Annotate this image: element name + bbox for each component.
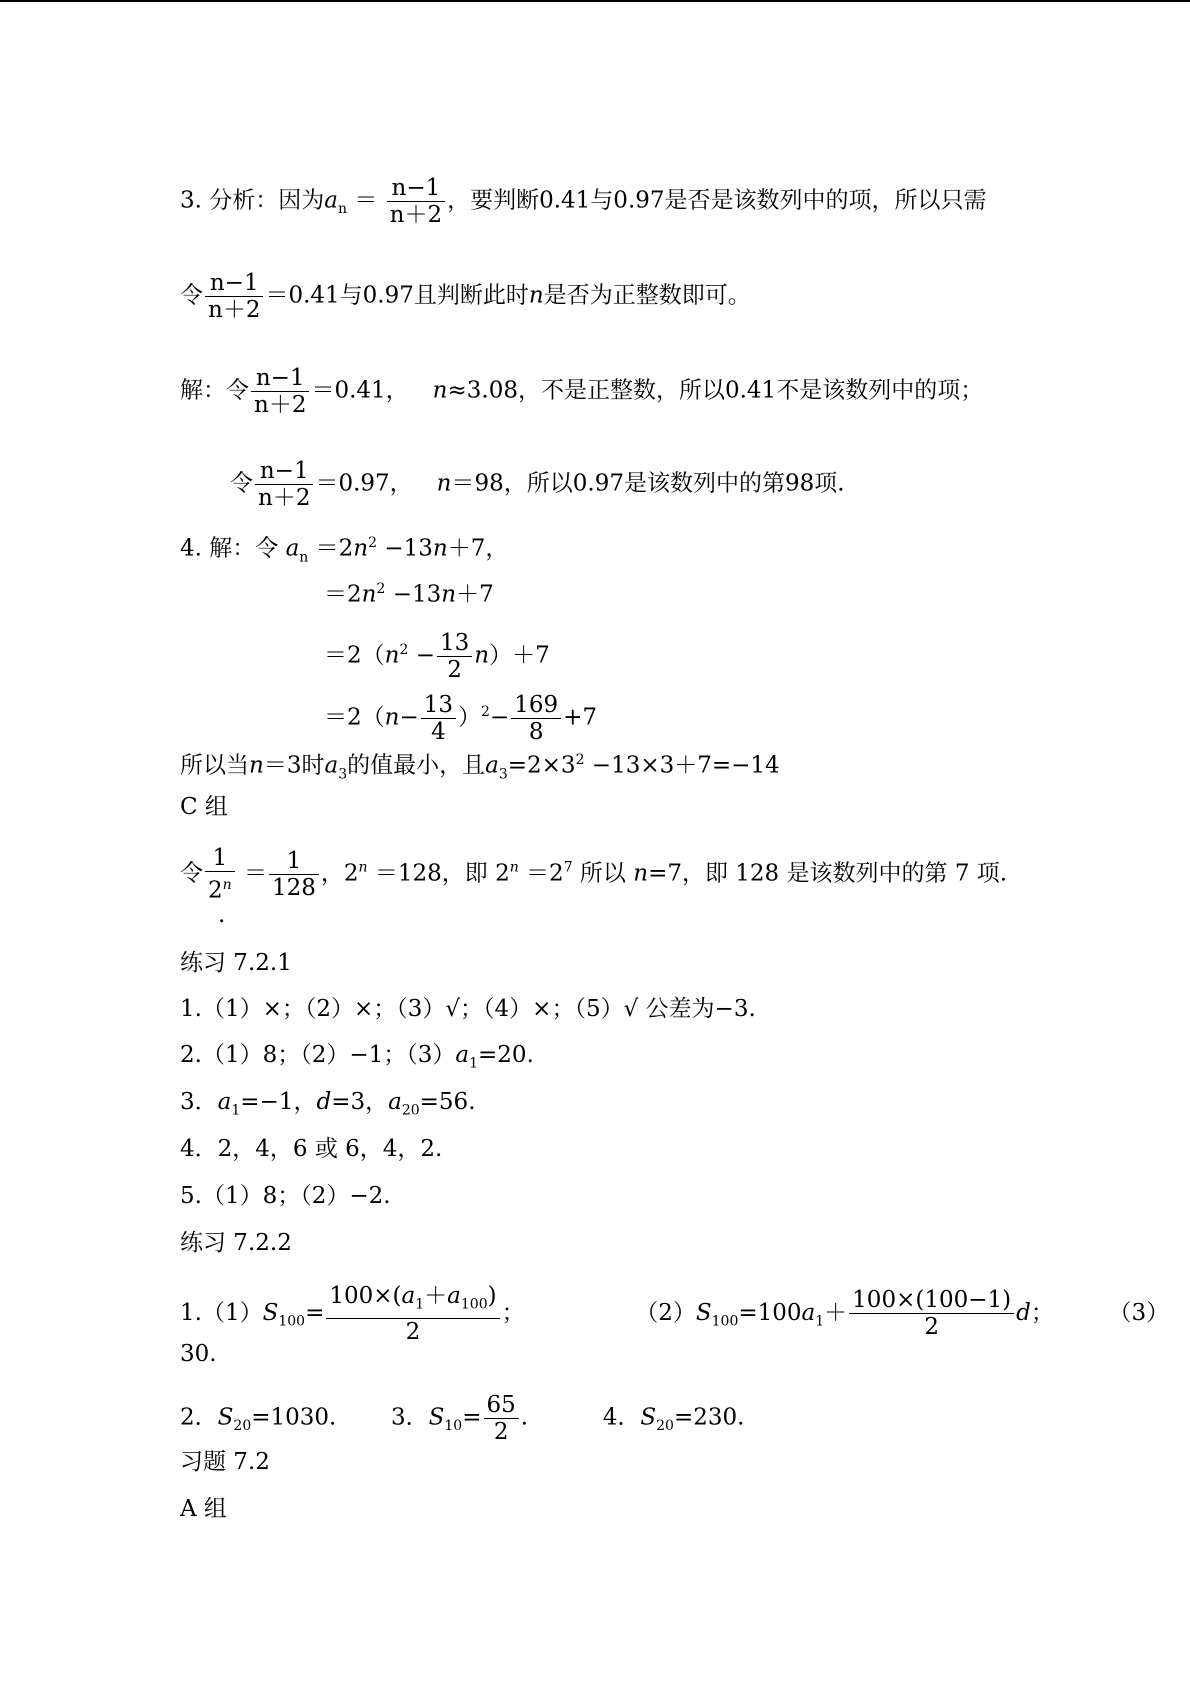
answer-7-2-2-1 (180, 1283, 1170, 1345)
text: 是否为正整数即可。 (543, 282, 751, 309)
var-d: d (1016, 1299, 1031, 1326)
section-heading-7-2-2: 练习 7.2.2 (180, 1230, 292, 1256)
answer-4: 4．2，4，6 或 6，4，2. (180, 1136, 443, 1162)
fraction (255, 458, 313, 511)
text: =1030. (251, 1404, 337, 1431)
text: ＝0.41与0.97且判断此时 (265, 282, 529, 309)
text: ，要判断0.41与0.97是否是该数列中的项，所以只需 (447, 187, 987, 214)
var-a: a (485, 752, 499, 779)
line-4-solution (180, 528, 508, 572)
subscript: 20 (233, 1418, 252, 1435)
numerator: n−1 (251, 365, 309, 392)
answer-7-2-2-1-cont: 30. (180, 1341, 217, 1367)
var-a: a (324, 752, 339, 779)
text: −13 (377, 535, 433, 562)
text: ）＋7 (489, 642, 550, 669)
denominator: 2 (447, 657, 462, 683)
subscript: 1 (231, 1102, 241, 1119)
numerator: 100×(100−1) (849, 1287, 1014, 1314)
subscript: n (299, 549, 309, 566)
denominator: 8 (528, 719, 544, 745)
var-a: a (285, 535, 300, 562)
fraction (205, 270, 263, 323)
answers-7-2-2-2-4 (180, 1392, 744, 1445)
text: ＝128，即 2 (367, 860, 510, 887)
answer-1: 1.（1）×；（2）×；（3）√；（4）×；（5）√ 公差为−3. (180, 996, 756, 1022)
text: ＝3时 (263, 752, 325, 779)
text: =2×3 (507, 752, 576, 779)
superscript: 2 (399, 641, 409, 658)
section-heading-c: C 组 (180, 794, 228, 820)
text: +7 (563, 704, 598, 731)
numerator: n−1 (387, 175, 445, 202)
text: ≈3.08，不是正整数，所以0.41不是该数列中的项； (447, 377, 984, 404)
var-s: S (262, 1299, 279, 1326)
var-a: a (801, 1299, 816, 1326)
var-s: S (428, 1404, 445, 1431)
line-4-step-3 (324, 692, 597, 745)
text: −13 (385, 581, 442, 608)
var-s: S (217, 1404, 234, 1431)
var-n: n (353, 535, 369, 562)
superscript: n (509, 859, 519, 876)
fraction (251, 365, 309, 418)
var-n: n (432, 377, 448, 404)
subscript: n (337, 201, 348, 218)
text: =7，即 128 是该数列中的第 7 项. (648, 860, 1008, 887)
numerator: 65 (484, 1392, 519, 1419)
var-n: n (528, 282, 544, 309)
text: 1.（1） (180, 1299, 263, 1326)
text: 3． (180, 1089, 218, 1115)
fraction (421, 692, 456, 745)
stray-dot: . (218, 902, 226, 928)
fraction (437, 630, 472, 683)
fraction (326, 1283, 499, 1345)
denominator: n＋2 (254, 392, 307, 418)
text: =230. (673, 1404, 745, 1431)
text: 2． (180, 1404, 218, 1431)
subscript: 3 (498, 766, 508, 783)
text: ＝2（ (324, 642, 385, 669)
denominator: n＋2 (258, 485, 311, 511)
text: ＝ (354, 187, 378, 214)
line-3-condition (180, 270, 751, 323)
var-n: n (436, 470, 452, 497)
subscript: 20 (401, 1102, 420, 1119)
denominator: 4 (431, 719, 446, 745)
line-4-step-2 (324, 630, 550, 683)
text: 令 (180, 860, 203, 887)
line-4-conclusion (180, 745, 780, 789)
section-heading-7-2-1: 练习 7.2.1 (180, 950, 292, 976)
denominator: n＋2 (208, 297, 261, 323)
numerator: 1 (269, 848, 319, 875)
var-n: n (432, 535, 448, 562)
numerator: $100\times(a_1+a_{100})$ (326, 1283, 499, 1319)
denominator: 128 (271, 874, 316, 901)
text: （3） (1108, 1299, 1170, 1326)
numerator: 13 (421, 692, 456, 719)
fraction (387, 175, 445, 228)
text: ＝2（ (324, 704, 385, 731)
line-3-solution-b (230, 458, 845, 511)
superscript: 2 (575, 752, 585, 768)
var-a: a (455, 1042, 470, 1068)
text: 2 (208, 877, 223, 904)
superscript: 2 (368, 535, 378, 551)
text: −13×3＋7=−14 (584, 752, 780, 779)
text: = (462, 1404, 482, 1431)
text: 4. 解：令 (180, 535, 286, 562)
text: ，2 (320, 860, 359, 887)
text: ＋7， (447, 535, 509, 562)
text: ＋7 (456, 581, 494, 608)
var-n: n (474, 642, 490, 669)
denominator: 2 (924, 1314, 939, 1341)
text: ； (501, 1299, 525, 1326)
text: 2.（1）8；（2）−1；（3） (180, 1042, 456, 1068)
section-heading-exercise-7-2: 习题 7.2 (180, 1449, 270, 1475)
var-n: n (249, 752, 264, 779)
text: =20. (478, 1042, 534, 1068)
var-n: n (441, 581, 457, 608)
numerator: 13 (437, 630, 472, 657)
text: 3． (390, 1404, 429, 1431)
text: ＝98，所以0.97是该数列中的第98项. (451, 470, 845, 497)
var-s: S (640, 1404, 657, 1431)
text: =100 (738, 1299, 802, 1326)
text: 4． (602, 1404, 641, 1431)
var-n: n (384, 642, 400, 669)
denominator: n＋2 (389, 202, 443, 228)
text: ＝2 (308, 535, 354, 562)
var-s: S (695, 1299, 712, 1326)
line-3-analysis (180, 175, 987, 228)
subscript: 20 (656, 1418, 674, 1435)
denominator: 2 (493, 1419, 509, 1445)
var-a: a (388, 1089, 402, 1115)
subscript: 3 (338, 766, 348, 783)
denominator: 2 (405, 1318, 421, 1345)
subscript: 1 (815, 1313, 825, 1330)
numerator: 169 (511, 692, 561, 719)
text: 所以当 (180, 752, 249, 779)
section-heading-a: A 组 (180, 1496, 227, 1522)
subscript: 100 (711, 1313, 739, 1330)
var-a: a (324, 187, 338, 214)
denominator (205, 872, 235, 904)
superscript: 7 (563, 859, 573, 876)
text: ＋ (824, 1299, 848, 1326)
text: （2） (635, 1299, 696, 1326)
text: ； (1030, 1299, 1054, 1326)
fraction (269, 848, 319, 901)
line-c-solution (180, 845, 1007, 904)
fraction (484, 1392, 519, 1445)
var-n: n (361, 581, 377, 608)
text: =3， (331, 1089, 389, 1115)
numerator: n−1 (205, 270, 263, 297)
text: ＝2 (518, 860, 564, 887)
superscript: 2 (376, 581, 386, 597)
var-a: a (217, 1089, 232, 1115)
subscript: 10 (444, 1418, 463, 1435)
superscript: n (222, 877, 232, 893)
text: . (520, 1404, 529, 1431)
text: ＝ (236, 860, 267, 887)
line-3-solution-a (180, 365, 983, 418)
text: 3. 分析：因为 (180, 187, 325, 214)
answer-2 (180, 1040, 534, 1079)
line-4-step-1 (324, 574, 494, 610)
subscript: 100 (278, 1313, 306, 1330)
answer-5: 5.（1）8；（2）−2. (180, 1183, 391, 1209)
text: =−1， (240, 1089, 317, 1115)
text: − (399, 704, 419, 731)
text: ＝2 (324, 581, 362, 608)
text: =56. (419, 1089, 476, 1115)
text: ＝0.97， (315, 470, 413, 497)
answer-3 (180, 1087, 476, 1126)
text: − (489, 704, 510, 731)
text: ） (458, 704, 482, 731)
superscript: 2 (481, 703, 490, 720)
subscript: 1 (469, 1055, 479, 1072)
numerator: n−1 (255, 458, 313, 485)
fraction (205, 845, 235, 904)
text: 令 (230, 470, 253, 497)
text: − (408, 642, 435, 669)
text: 解：令 (180, 377, 249, 404)
text: ＝0.41， (311, 377, 409, 404)
var-n: n (384, 704, 400, 731)
var-n: n (633, 860, 649, 887)
text: 的值最小，且 (347, 752, 486, 779)
var-d: d (316, 1089, 332, 1115)
text: 所以 (572, 860, 634, 887)
text: 令 (180, 282, 203, 309)
superscript: n (358, 859, 368, 876)
fraction (511, 692, 561, 745)
top-border (0, 0, 1190, 2)
text: = (305, 1299, 325, 1326)
numerator: 1 (205, 845, 235, 872)
fraction (849, 1287, 1014, 1340)
